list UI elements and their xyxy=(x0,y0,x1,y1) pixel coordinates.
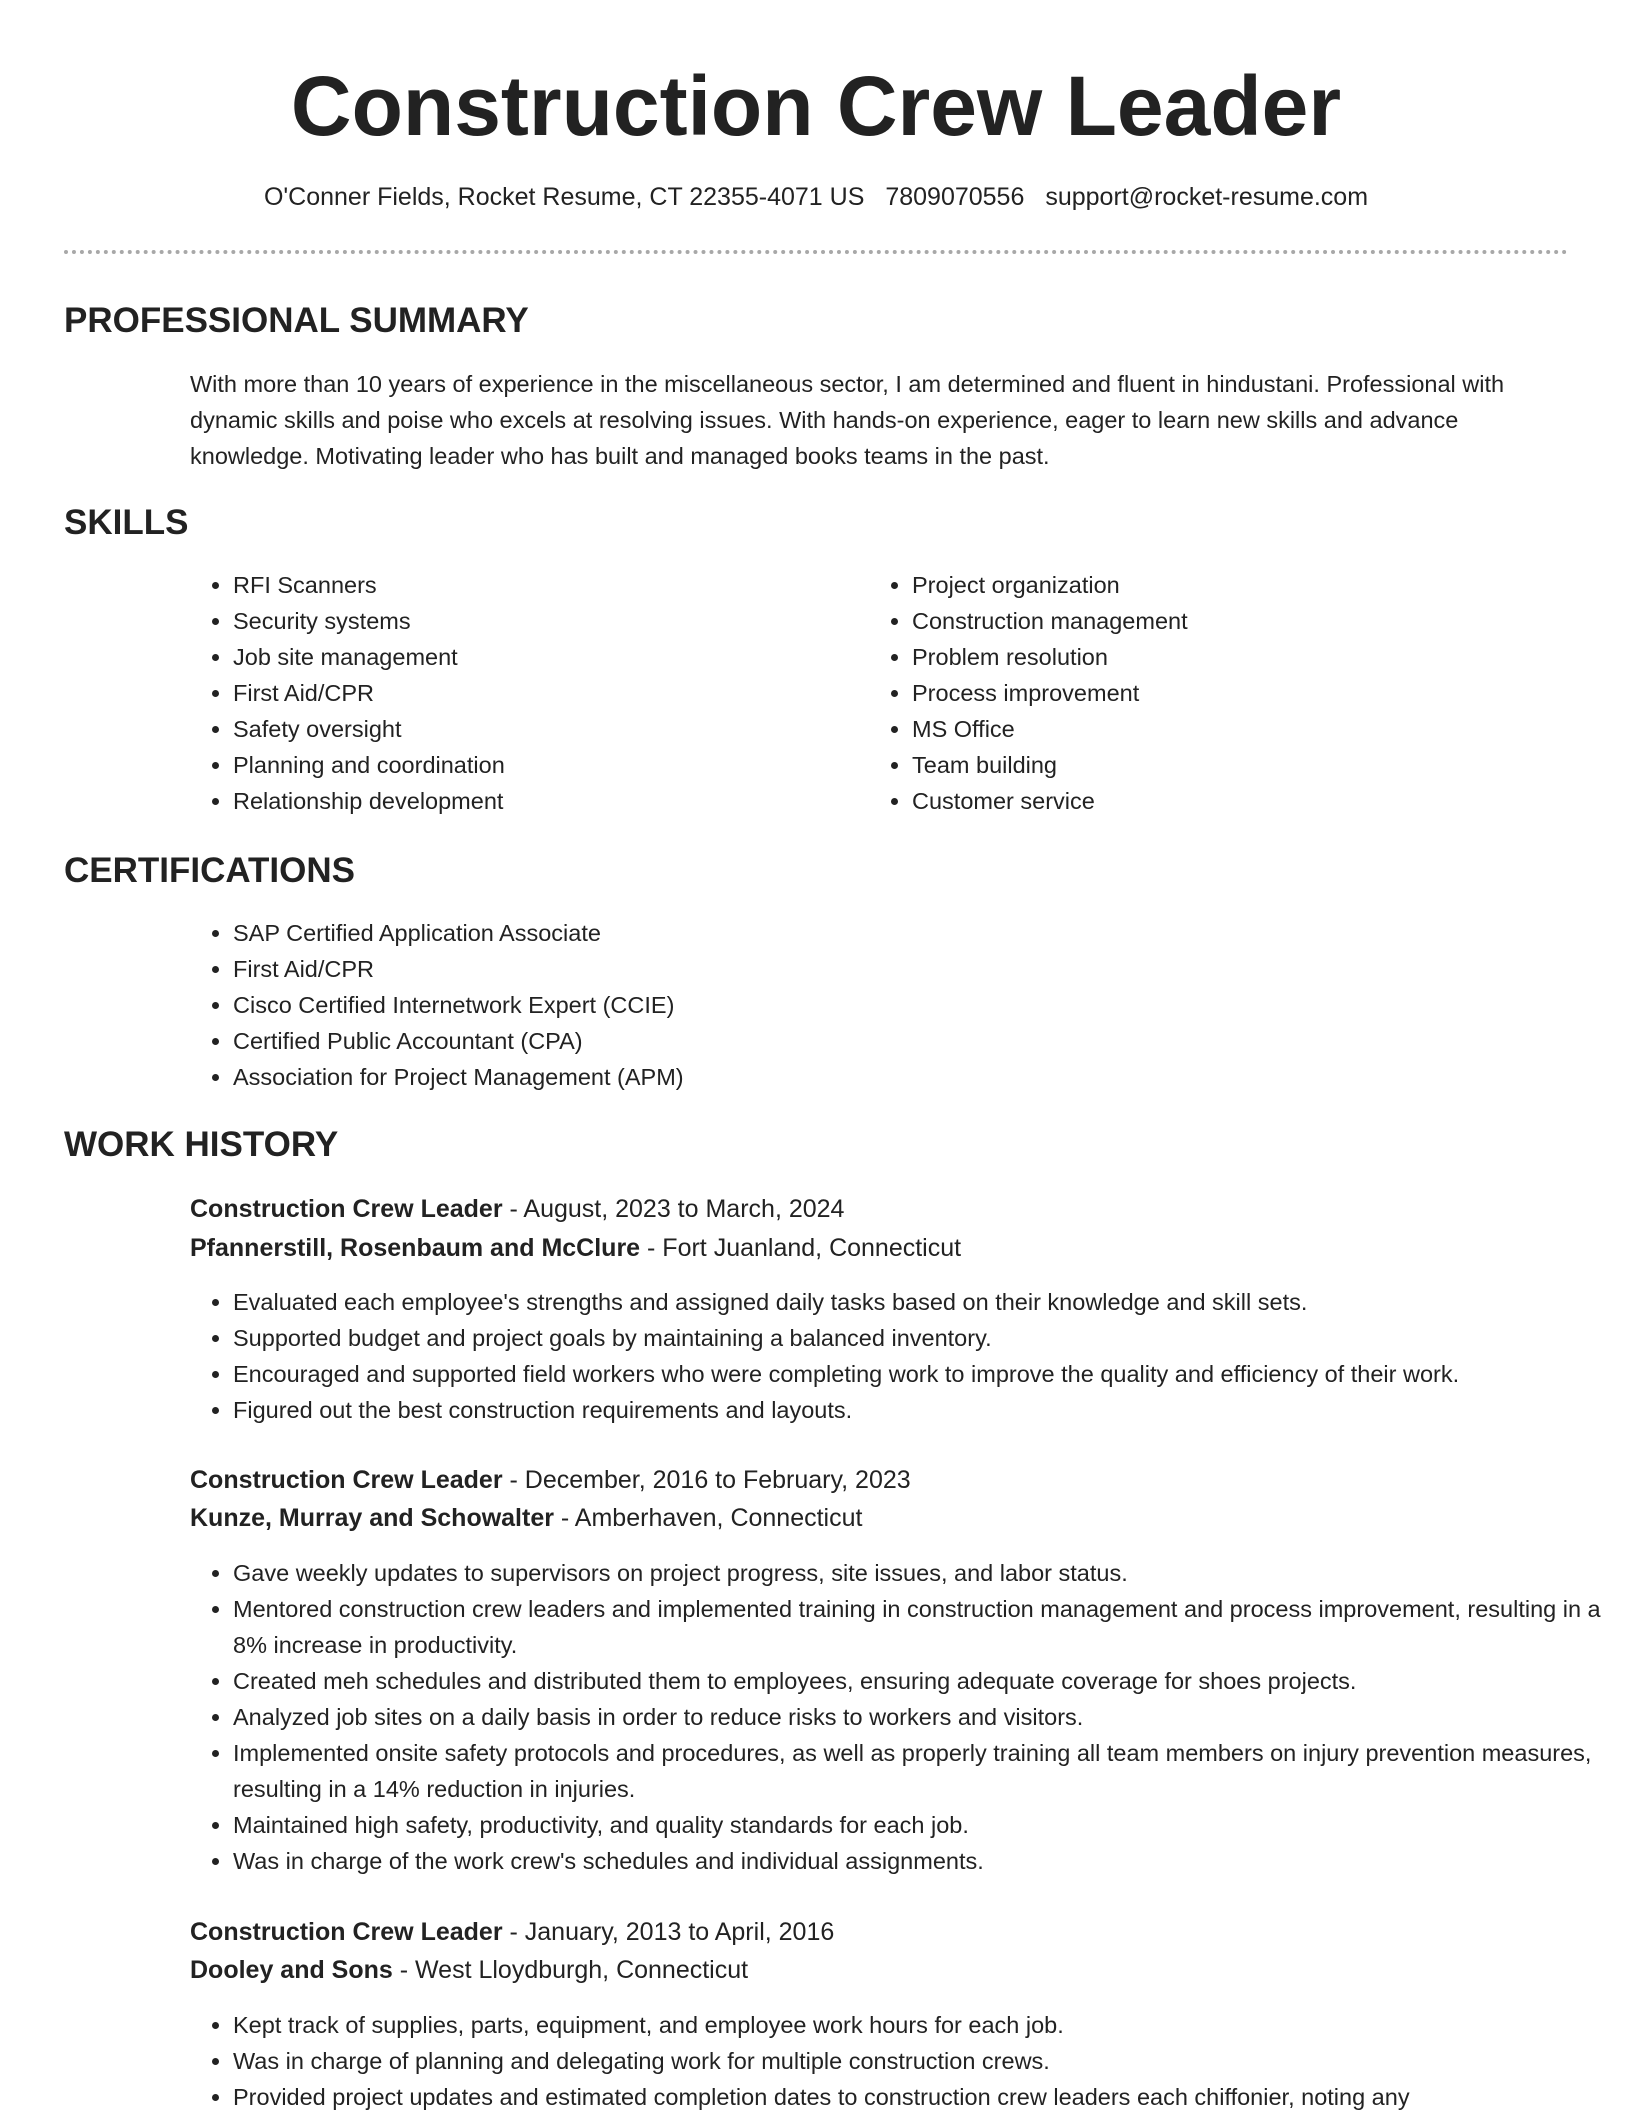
list-item: • Implemented onsite safety protocols and procedures, as well as properly training all team members on injury prevention measures, resulting in a 14% reduction in injuries. xyxy=(233,1735,1613,1807)
job-bullets xyxy=(190,1284,1613,1428)
list-item: • Job site management xyxy=(233,639,853,675)
contact-line xyxy=(0,180,1632,214)
job-title-line xyxy=(190,1462,911,1498)
skills-list-right xyxy=(869,567,1552,819)
list-item: • MS Office xyxy=(912,711,1552,747)
list-item: • Process improvement xyxy=(912,675,1552,711)
list-item: • Security systems xyxy=(233,603,853,639)
list-item: • Created meh schedules and distributed them to employees, ensuring adequate coverage for shoes projects. xyxy=(233,1663,1613,1699)
list-item: • Certified Public Accountant (CPA) xyxy=(233,1023,1593,1059)
list-item: • Relationship development xyxy=(233,783,853,819)
list-item: • RFI Scanners xyxy=(233,567,853,603)
list-item: • First Aid/CPR xyxy=(233,951,1593,987)
job-company-line xyxy=(190,1500,862,1536)
skills-list-left xyxy=(190,567,853,819)
job-dates: - August, 2023 to March, 2024 xyxy=(502,1195,845,1223)
work-history-heading: WORK HISTORY xyxy=(64,1125,339,1164)
list-item: • SAP Certified Application Associate xyxy=(233,915,1593,951)
certifications-heading: CERTIFICATIONS xyxy=(64,851,356,890)
list-item: • Analyzed job sites on a daily basis in order to reduce risks to workers and visitors. xyxy=(233,1699,1613,1735)
list-item: • Was in charge of the work crew's schedules and individual assignments. xyxy=(233,1843,1613,1879)
job-location: - Fort Juanland, Connecticut xyxy=(640,1234,962,1262)
certifications-list xyxy=(190,915,1593,1095)
job-company-line xyxy=(190,1952,748,1988)
list-item: • Mentored construction crew leaders and implemented training in construction management and process improvement, resulting in a 8% increase in productivity. xyxy=(233,1591,1613,1663)
list-item: • First Aid/CPR xyxy=(233,675,853,711)
list-item: • Planning and coordination xyxy=(233,747,853,783)
list-item: • Supported budget and project goals by maintaining a balanced inventory. xyxy=(233,1320,1613,1356)
list-item: • Evaluated each employee's strengths and assigned daily tasks based on their knowledge and skill sets. xyxy=(233,1284,1613,1320)
list-item: • Construction management xyxy=(912,603,1552,639)
resume-name: Construction Crew Leader xyxy=(290,59,1342,153)
job-title: Construction Crew Leader xyxy=(190,1918,503,1946)
list-item: • Was in charge of planning and delegating work for multiple construction crews. xyxy=(233,2043,1613,2079)
contact-address: O'Conner Fields, Rocket Resume, CT 22355-4071 US xyxy=(263,183,865,211)
contact-phone: 7809070556 xyxy=(885,183,1025,211)
list-item: • Customer service xyxy=(912,783,1552,819)
list-item: • Provided project updates and estimated completion dates to construction crew leaders each chiffonier, noting any xyxy=(233,2079,1613,2112)
list-item: • Team building xyxy=(912,747,1552,783)
job-company-line xyxy=(190,1230,961,1266)
job-title-line xyxy=(190,1191,844,1227)
job-dates: - December, 2016 to February, 2023 xyxy=(502,1466,911,1494)
summary-text: With more than 10 years of experience in the miscellaneous sector, I am determined and fluent in hindustani. Professional with dynamic skills and poise who excels at resolving issues. With hands-on experience, eager to learn new skills and advance knowledge. Motivating leader who has built and managed books teams in the past. xyxy=(190,371,1505,469)
skills-heading: SKILLS xyxy=(64,503,189,542)
job-company: Pfannerstill, Rosenbaum and McClure xyxy=(190,1234,641,1262)
job-company: Kunze, Murray and Schowalter xyxy=(190,1504,554,1532)
list-item: • Kept track of supplies, parts, equipment, and employee work hours for each job. xyxy=(233,2007,1613,2043)
job-location: - West Lloydburgh, Connecticut xyxy=(392,1956,749,1984)
list-item: • Encouraged and supported field workers who were completing work to improve the quality and efficiency of their work. xyxy=(233,1356,1613,1392)
list-item: • Problem resolution xyxy=(912,639,1552,675)
list-item: • Safety oversight xyxy=(233,711,853,747)
job-location: - Amberhaven, Connecticut xyxy=(553,1504,863,1532)
job-bullets xyxy=(190,2007,1613,2112)
job-dates: - January, 2013 to April, 2016 xyxy=(502,1918,835,1946)
header-divider xyxy=(64,250,1568,254)
contact-email: support@rocket-resume.com xyxy=(1045,183,1369,211)
job-title: Construction Crew Leader xyxy=(190,1466,503,1494)
list-item: • Association for Project Management (APM) xyxy=(233,1059,1593,1095)
list-item: • Maintained high safety, productivity, and quality standards for each job. xyxy=(233,1807,1613,1843)
job-company: Dooley and Sons xyxy=(190,1956,393,1984)
list-item: • Cisco Certified Internetwork Expert (CCIE) xyxy=(233,987,1593,1023)
job-title: Construction Crew Leader xyxy=(190,1195,503,1223)
list-item: • Gave weekly updates to supervisors on project progress, site issues, and labor status. xyxy=(233,1555,1613,1591)
summary-heading: PROFESSIONAL SUMMARY xyxy=(64,301,529,340)
job-bullets xyxy=(190,1555,1613,1879)
list-item: • Project organization xyxy=(912,567,1552,603)
job-title-line xyxy=(190,1914,834,1950)
list-item: • Figured out the best construction requirements and layouts. xyxy=(233,1392,1613,1428)
